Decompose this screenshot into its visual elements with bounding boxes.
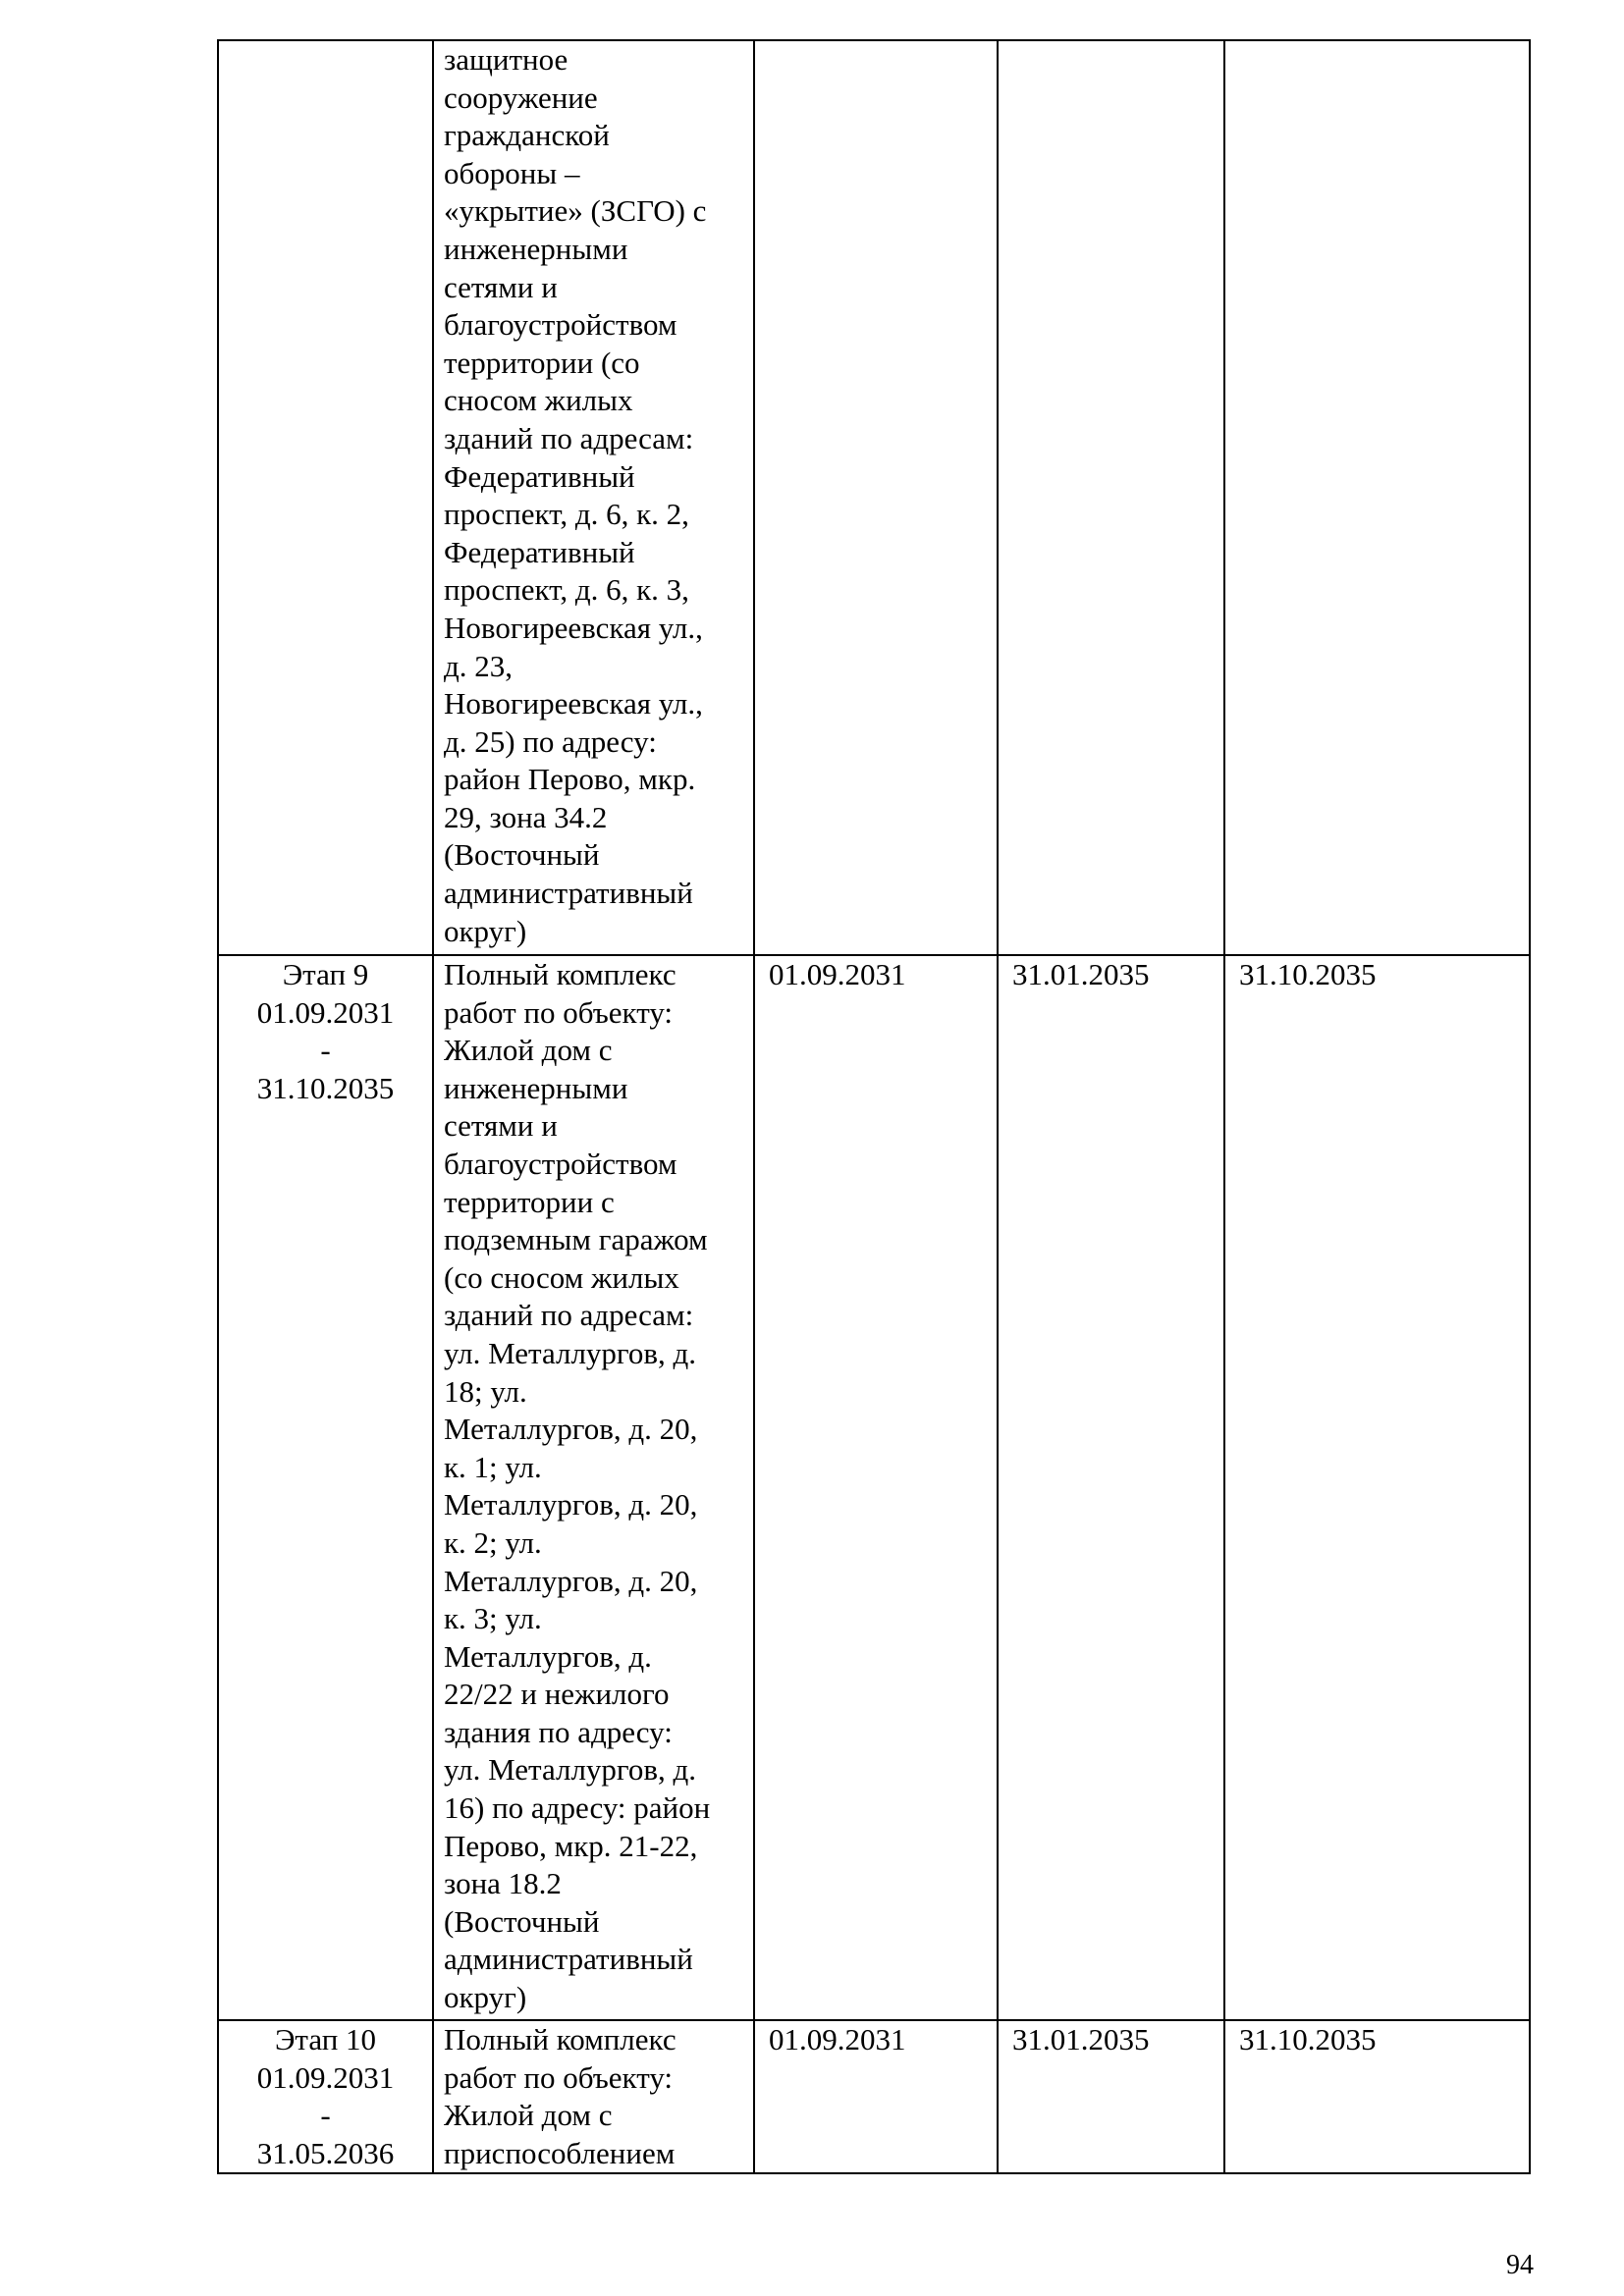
table-row xyxy=(218,955,1530,2020)
description-cell xyxy=(433,40,754,955)
stage-start-date: 01.09.2031 xyxy=(256,2059,395,2095)
description-line: работ по объекту: xyxy=(444,994,674,1030)
description-line: Металлургов, д. 20, xyxy=(444,1563,698,1598)
page-number: 94 xyxy=(1506,2250,1534,2280)
final-date-cell: 31.10.2035 xyxy=(1224,2020,1530,2173)
description-line: инженерными xyxy=(444,1070,628,1105)
description-line: район Перово, мкр. xyxy=(444,762,696,797)
description-line: к. 2; ул. xyxy=(444,1524,542,1560)
description-line: гражданской xyxy=(444,118,610,153)
description-line: Полный комплекс xyxy=(444,2022,677,2056)
description-line: д. 25) по адресу: xyxy=(444,723,657,759)
description-line: 16) по адресу: район xyxy=(444,1790,711,1826)
description-line: обороны – xyxy=(444,155,580,190)
description-line: Новогиреевская ул., xyxy=(444,610,703,645)
description-line: Новогиреевская ул., xyxy=(444,686,703,721)
stage-cell xyxy=(218,2020,433,2173)
table-row xyxy=(218,40,1530,955)
description-line: Жилой дом с xyxy=(444,1033,613,1068)
description-line: проспект, д. 6, к. 3, xyxy=(444,572,689,608)
description-line: Жилой дом с xyxy=(444,2098,613,2133)
description-line: Металлургов, д. xyxy=(444,1638,652,1674)
description-line: Полный комплекс xyxy=(444,957,677,991)
end-date-cell: 31.01.2035 xyxy=(998,955,1224,2020)
stage-cell xyxy=(218,40,433,955)
description-line: подземным гаражом xyxy=(444,1222,708,1257)
description-cell xyxy=(433,2020,754,2173)
description-line: (Восточный xyxy=(444,837,600,873)
start-date-cell: 01.09.2031 xyxy=(754,2020,998,2173)
stage-cell xyxy=(218,955,433,2020)
description-cell xyxy=(433,955,754,2020)
description-line: 29, зона 34.2 xyxy=(444,799,608,834)
description-line: сносом жилых xyxy=(444,383,633,418)
description-line: (Восточный xyxy=(444,1903,600,1939)
final-date-cell: 31.10.2035 xyxy=(1224,955,1530,2020)
description-line: к. 3; ул. xyxy=(444,1601,542,1636)
description-line: благоустройством xyxy=(444,307,677,343)
description-line: зданий по адресам: xyxy=(444,1298,694,1333)
description-line: сетями и xyxy=(444,269,558,304)
description-line: ул. Металлургов, д. xyxy=(444,1752,697,1788)
start-date-cell xyxy=(754,40,998,955)
description-line: административный xyxy=(444,1942,693,1977)
final-date-cell xyxy=(1224,40,1530,955)
stage-end-date: 31.10.2035 xyxy=(256,1070,395,1105)
end-date-cell: 31.01.2035 xyxy=(998,2020,1224,2173)
description-line: 18; ул. xyxy=(444,1373,527,1409)
description-line: ул. Металлургов, д. xyxy=(444,1335,697,1370)
description-line: инженерными xyxy=(444,231,628,266)
description-line: Федеративный xyxy=(444,534,635,569)
stage-label: Этап 9 xyxy=(282,957,369,991)
description-line: территории (со xyxy=(444,345,640,380)
stage-dash: - xyxy=(320,1033,331,1068)
description-line: округ) xyxy=(444,1980,527,2015)
description-line: административный xyxy=(444,876,693,911)
description-line: благоустройством xyxy=(444,1146,677,1181)
end-date-cell xyxy=(998,40,1224,955)
description-line: д. 23, xyxy=(444,648,514,683)
description-line: проспект, д. 6, к. 2, xyxy=(444,497,689,532)
description-line: 22/22 и нежилого xyxy=(444,1677,670,1712)
description-line: к. 1; ул. xyxy=(444,1449,542,1484)
description-line: работ по объекту: xyxy=(444,2059,674,2095)
schedule-table xyxy=(217,39,1531,2174)
stage-label: Этап 10 xyxy=(274,2022,377,2056)
description-line: «укрытие» (ЗСГО) с xyxy=(444,193,707,229)
description-line: приспособлением xyxy=(444,2135,676,2170)
start-date-cell: 01.09.2031 xyxy=(754,955,998,2020)
stage-end-date: 31.05.2036 xyxy=(256,2135,395,2170)
description-line: Перово, мкр. 21-22, xyxy=(444,1828,698,1863)
description-line: зона 18.2 xyxy=(444,1866,562,1901)
description-line: сетями и xyxy=(444,1108,558,1144)
description-line: сооружение xyxy=(444,80,598,115)
description-line: Федеративный xyxy=(444,458,635,494)
description-line: территории с xyxy=(444,1184,615,1219)
table-row xyxy=(218,2020,1530,2173)
description-line: защитное xyxy=(444,42,568,77)
stage-start-date: 01.09.2031 xyxy=(256,994,395,1030)
description-line: зданий по адресам: xyxy=(444,420,694,455)
description-line: Металлургов, д. 20, xyxy=(444,1487,698,1522)
stage-dash: - xyxy=(320,2098,331,2133)
description-line: Металлургов, д. 20, xyxy=(444,1412,698,1447)
description-line: округ) xyxy=(444,913,527,948)
description-line: (со сносом жилых xyxy=(444,1259,679,1295)
description-line: здания по адресу: xyxy=(444,1714,673,1749)
